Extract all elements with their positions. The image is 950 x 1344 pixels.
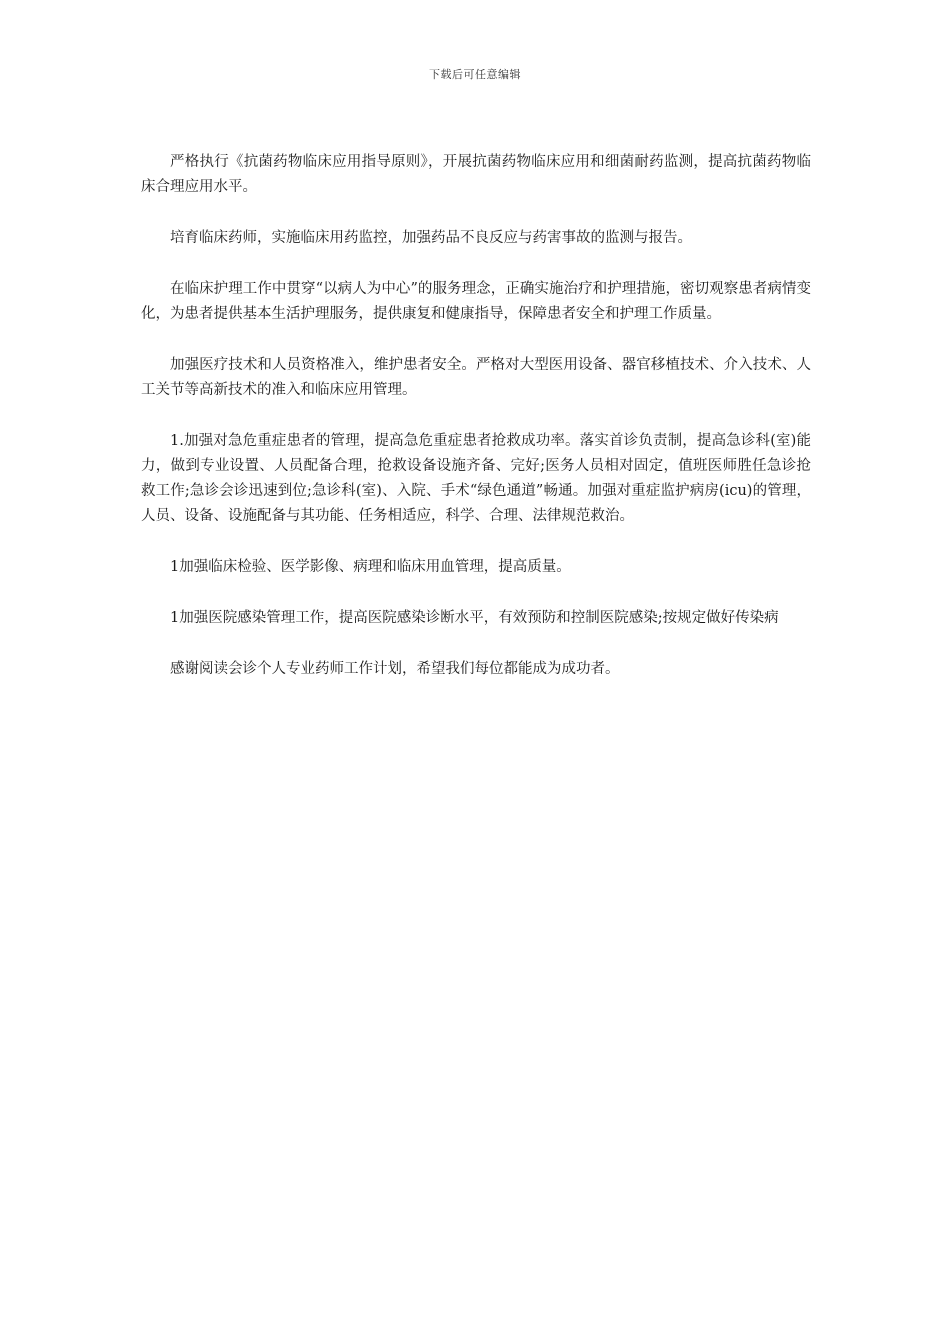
document-body [141,150,811,708]
paragraph-infection-control: 1加强医院感染管理工作，提高医院感染诊断水平，有效预防和控制医院感染;按规定做好传染病 [170,610,779,626]
paragraph-technology-access: 加强医疗技术和人员资格准入，维护患者安全。严格对大型医用设备、器官移植技术、介入技术、人工关节等高新技术的准入和临床应用管理。 [141,357,811,398]
paragraph-lab-imaging: 1加强临床检验、医学影像、病理和临床用血管理，提高质量。 [170,559,571,575]
header-note: 下载后可任意编辑 [429,68,521,81]
paragraph-closing: 感谢阅读会诊个人专业药师工作计划，希望我们每位都能成为成功者。 [170,661,620,677]
paragraph-nursing: 在临床护理工作中贯穿“以病人为中心”的服务理念，正确实施治疗和护理措施，密切观察患者病情变化，为患者提供基本生活护理服务，提供康复和健康指导，保障患者安全和护理工作质量。 [141,281,811,322]
paragraph-emergency-management: 1.加强对急危重症患者的管理，提高急危重症患者抢救成功率。落实首诊负责制，提高急诊科(室)能力，做到专业设置、人员配备合理，抢救设备设施齐备、完好;医务人员相对固定，值班医师胜任急诊抢救工作;急诊会诊迅速到位;急诊科(室)、入院、手术“绿色通道”畅通。加强对重症监护病房(icu)的管理，人员、设备、设施配备与其功能、任务相适应，科学、合理、法律规范救治。 [141,433,811,524]
paragraph-clinical-pharmacist: 培育临床药师，实施临床用药监控，加强药品不良反应与药害事故的监测与报告。 [170,230,692,246]
paragraph-antibiotics: 严格执行《抗菌药物临床应用指导原则》，开展抗菌药物临床应用和细菌耐药监测，提高抗菌药物临床合理应用水平。 [141,154,811,195]
